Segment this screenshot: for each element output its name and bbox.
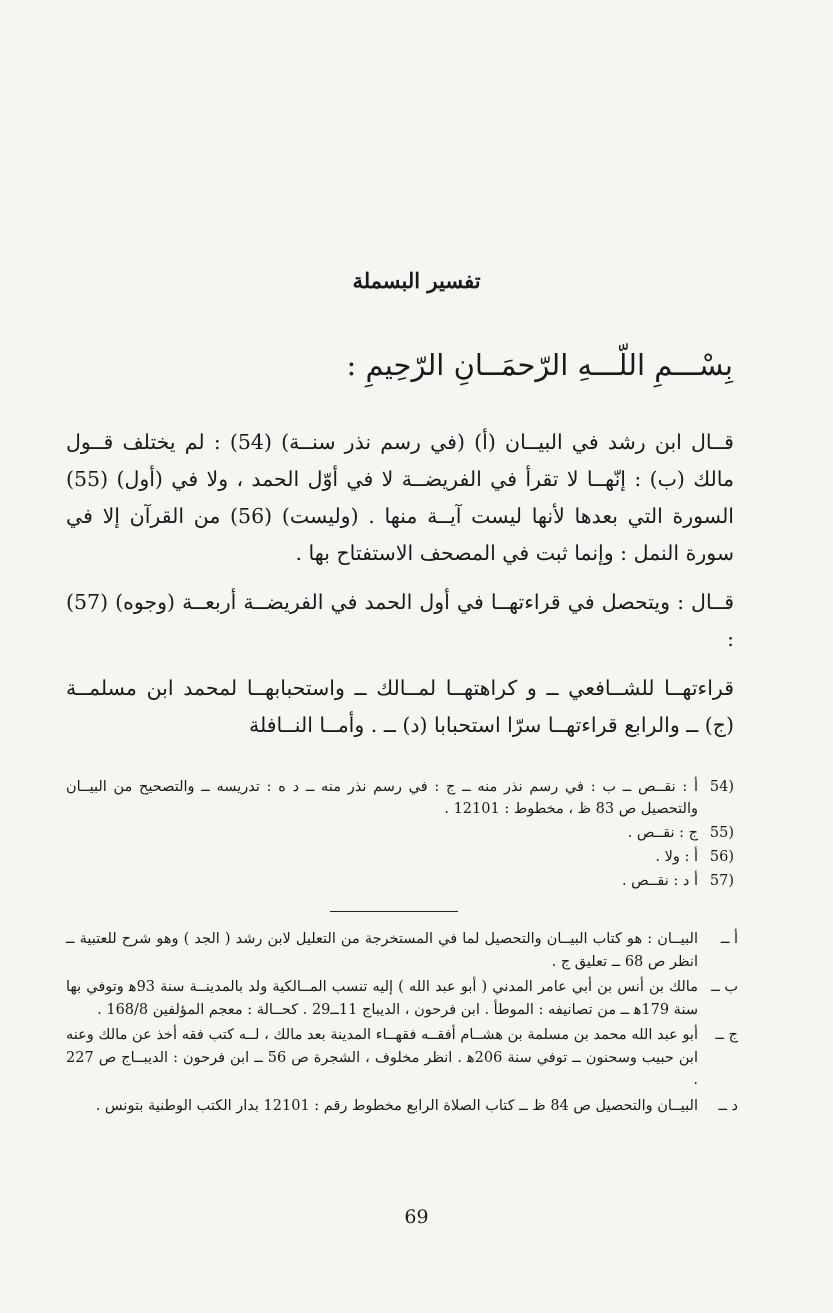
footnote-text: ج : نقــص . xyxy=(627,825,698,841)
footnote-number: (57 xyxy=(709,873,734,889)
main-text xyxy=(66,424,734,756)
notes-divider xyxy=(330,911,458,912)
gloss-letter: أ ــ xyxy=(720,931,738,947)
gloss-letter: ب ــ xyxy=(711,979,738,995)
gloss-item xyxy=(66,1095,738,1118)
gloss-text: أبو عبد الله محمد بن مسلمة بن هشــام أفقــه فقهــاء المدينة بعد مالك ، لــه كتب فقه أخذ عن مالك وعنه ابن حبيب وسحنون ــ توفي سنة 206ﻫ . انظر مخلوف ، الشجرة ص 56 ــ ابن فرحون : الديبــاج ص 227 . xyxy=(66,1027,698,1088)
paragraph: قراءتهــا للشــافعي ــ و كراهتهــا لمــالك ــ واستحبابهــا لمحمد ابن مسلمــة (ج) ــ والرابع قراءتهــا سرّا استحبابا (د) ــ . وأمــا النــافلة xyxy=(66,676,734,737)
gloss-item xyxy=(66,928,738,973)
gloss-text: البيــان : هو كتاب البيــان والتحصيل لما في المستخرجة من التعليل لابن رشد ( الجد ) وهو شرح للعتبية ــ انظر ص 68 ــ تعليق ج . xyxy=(66,931,698,970)
footnote-number: (56 xyxy=(709,849,734,865)
gloss-text: مالك بن أنس بن أبي عامر المدني ( أبو عبد الله ) إليه تنسب المــالكية ولد بالمدينــة سنة 93ﻫ وتوفي بها سنة 179ﻫ ــ من تصانيفه : الموطأ . ابن فرحون ، الديباج 11ــ29 . كحــالة : معجم المؤلفين 168/8 . xyxy=(66,979,698,1018)
gloss-letter: د ــ xyxy=(718,1097,738,1114)
paragraph: قــال : ويتحصل في قراءتهــا في أول الحمد في الفريضــة أربعــة (وجوه) (57) : xyxy=(66,590,734,651)
paragraph: قــال ابن رشد في البيــان (أ) (في رسم نذر سنــة) (54) : لم يختلف قــول مالك (ب) : إنّهــا لا تقرأ في الفريضــة لا في أوّل الحمد ، ولا في (أول) (55) السورة التي بعدها لأنها ليست آيــة منها . (وليست) (56) من القرآن إلا في سورة النمل : وإنما ثبت في المصحف الاستفتاح بها . xyxy=(66,430,735,565)
gloss-letter: ج ــ xyxy=(715,1027,738,1043)
footnote-number: (55 xyxy=(709,825,734,841)
footnote-text: أ د : نقــص . xyxy=(621,873,698,889)
footnote xyxy=(66,870,734,892)
footnote xyxy=(66,822,734,844)
glosses xyxy=(66,928,738,1120)
section-title: تفسير البسملة xyxy=(352,268,481,293)
footnote-text: أ : ولا . xyxy=(655,849,698,865)
footnotes xyxy=(66,776,734,894)
gloss-item xyxy=(66,976,738,1021)
footnote xyxy=(66,776,734,820)
footnote xyxy=(66,846,734,868)
gloss-item xyxy=(66,1024,738,1092)
page-number: 69 xyxy=(404,1206,429,1228)
gloss-text: البيــان والتحصيل ص 84 ظ ــ كتاب الصلاة الرابع مخطوط رقم : 12101 بدار الكتب الوطنية بتونس . xyxy=(95,1097,698,1114)
footnote-number: (54 xyxy=(709,779,734,795)
basmala-heading: بِسْـــمِ اللّـــهِ الرّحمَــانِ الرّحِيمِ : xyxy=(346,348,733,382)
footnote-text: أ : نقــص ــ ب : في رسم نذر منه ــ ج : في رسم نذر منه ــ د ه : تدريسه ــ والتصحيح من البيــان والتحصيل ص 83 ظ ، مخطوط : 12101 . xyxy=(66,779,698,817)
